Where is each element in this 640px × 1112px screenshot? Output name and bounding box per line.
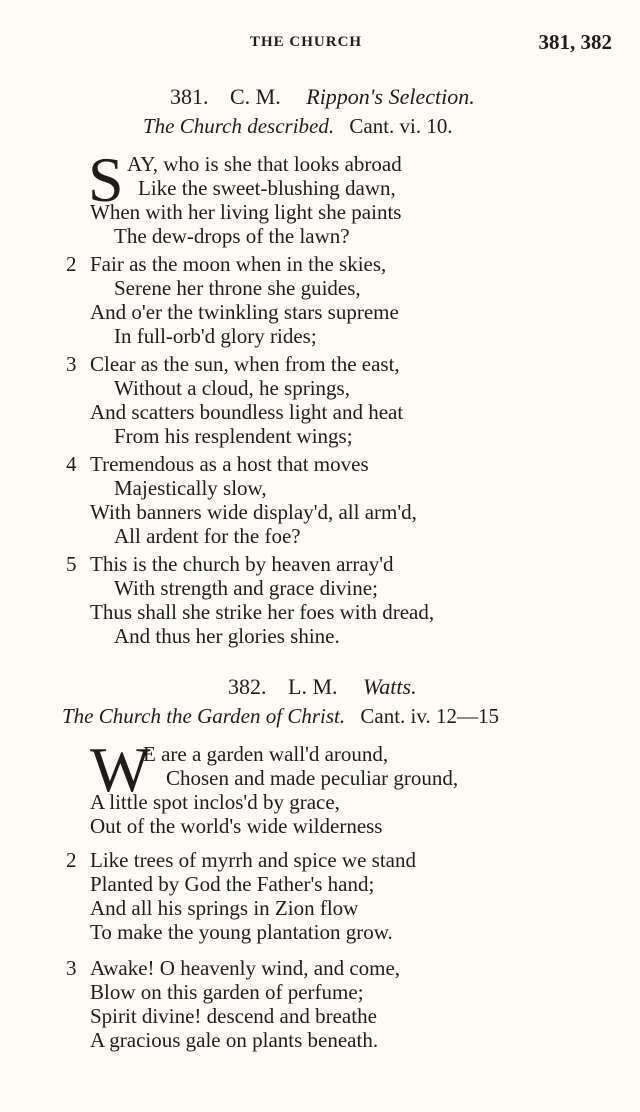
hymn-381-s1-line2: Like the sweet-blushing dawn, (138, 176, 396, 200)
hymn-381-s2-line2: Serene her throne she guides, (114, 276, 361, 300)
hymn-382-drop-cap: W (90, 734, 151, 805)
hymn-381-s1-line1: AY, who is she that looks abroad (127, 152, 402, 176)
hymn-381-s3-line2: Without a cloud, he springs, (114, 376, 350, 400)
hymn-381-s2-line1: Fair as the moon when in the skies, (90, 252, 387, 276)
page-numbers: 381, 382 (538, 30, 612, 54)
hymn-382-s2-line2: Planted by God the Father's hand; (90, 872, 375, 896)
running-title: THE CHURCH (250, 34, 363, 50)
hymn-381-s5-line3: Thus shall she strike her foes with dread, (90, 600, 435, 624)
hymn-382-reference: Cant. iv. 12—15 (360, 704, 500, 728)
hymn-381-s5-line4: And thus her glories shine. (114, 624, 340, 648)
hymn-382-s1-line3: A little spot inclos'd by grace, (90, 790, 340, 814)
hymn-381-s3-line4: From his resplendent wings; (114, 424, 353, 448)
hymn-382-s3-line4: A gracious gale on plants beneath. (90, 1028, 379, 1052)
hymn-382-s1-line2: Chosen and made peculiar ground, (166, 766, 459, 790)
hymn-381-s4-line4: All ardent for the foe? (114, 524, 301, 548)
hymn-382-s3-number: 3 (66, 956, 77, 980)
hymn-381-number: 381. (170, 84, 209, 109)
hymn-381-s5-line2: With strength and grace divine; (114, 576, 378, 600)
hymn-381-heading (170, 84, 475, 110)
hymn-382-subheading (62, 704, 499, 729)
hymn-381-subheading (143, 114, 453, 139)
hymn-381-s2-line4: In full-orb'd glory rides; (114, 324, 317, 348)
hymn-381-meter: C. M. (230, 84, 281, 109)
hymn-382-s2-line1: Like trees of myrrh and spice we stand (90, 848, 416, 872)
hymn-381-s1-line4: The dew-drops of the lawn? (114, 224, 350, 248)
hymn-382-meter: L. M. (288, 674, 338, 699)
hymn-381-drop-cap: S (88, 144, 124, 215)
hymn-381-source: Rippon's Selection. (306, 84, 475, 109)
hymn-381-s3-line1: Clear as the sun, when from the east, (90, 352, 400, 376)
hymn-381-s2-line3: And o'er the twinkling stars supreme (90, 300, 399, 324)
hymn-381-s3-line3: And scatters boundless light and heat (90, 400, 404, 424)
hymn-382-s3-line2: Blow on this garden of perfume; (90, 980, 364, 1004)
hymn-381-s4-number: 4 (66, 452, 77, 476)
hymn-382-source: Watts. (363, 674, 417, 699)
hymn-381-s1-line3: When with her living light she paints (90, 200, 402, 224)
hymn-382-s3-line3: Spirit divine! descend and breathe (90, 1004, 377, 1028)
hymn-381-s5-line1: This is the church by heaven array'd (90, 552, 394, 576)
hymn-381-s3-number: 3 (66, 352, 77, 376)
hymn-382-title: The Church the Garden of Christ. (62, 704, 346, 728)
hymn-381-reference: Cant. vi. 10. (349, 114, 453, 138)
hymn-382-s1-line1: E are a garden wall'd around, (143, 742, 389, 766)
hymn-381-s2-number: 2 (66, 252, 77, 276)
hymn-382-number: 382. (228, 674, 267, 699)
hymn-382-s2-line3: And all his springs in Zion flow (90, 896, 359, 920)
hymn-381-title: The Church described. (143, 114, 335, 138)
hymn-382-s2-number: 2 (66, 848, 77, 872)
hymn-381-s4-line2: Majestically slow, (114, 476, 267, 500)
hymn-382-s1-line4: Out of the world's wide wilderness (90, 814, 383, 838)
hymn-382-s2-line4: To make the young plantation grow. (90, 920, 393, 944)
hymn-382-s3-line1: Awake! O heavenly wind, and come, (90, 956, 401, 980)
hymn-382-heading (228, 674, 417, 700)
hymn-381-s4-line1: Tremendous as a host that moves (90, 452, 369, 476)
hymn-381-s4-line3: With banners wide display'd, all arm'd, (90, 500, 417, 524)
hymn-381-s5-number: 5 (66, 552, 77, 576)
